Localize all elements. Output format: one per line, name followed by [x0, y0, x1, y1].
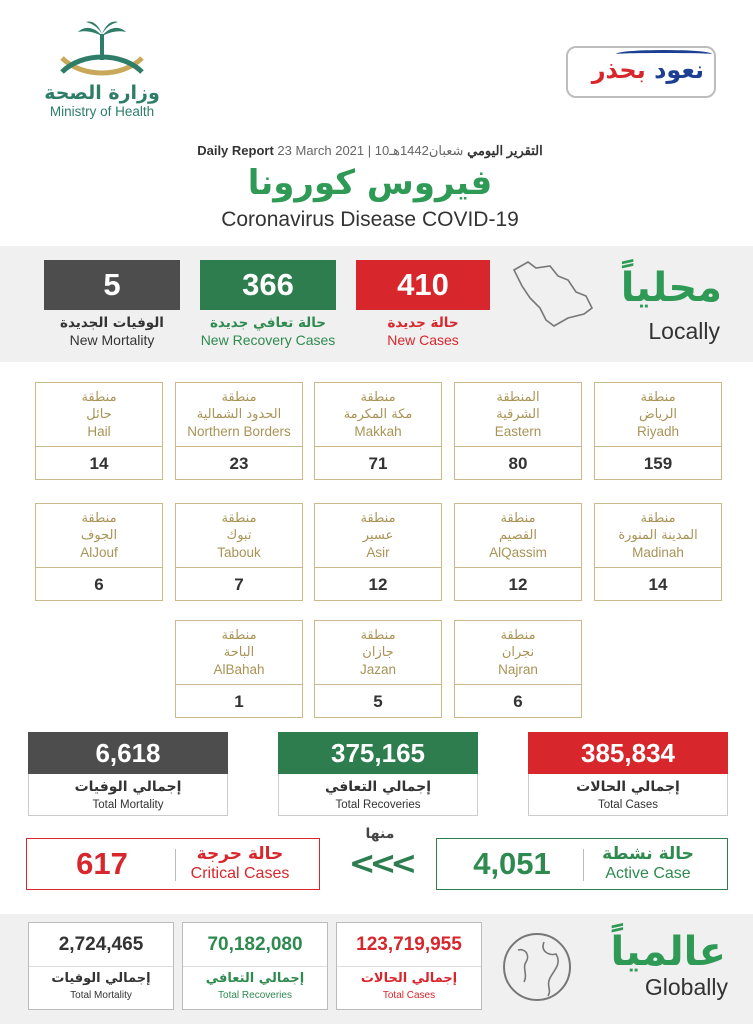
region-name-ar: الباحة: [223, 645, 255, 660]
active-cases-card: [436, 838, 728, 890]
region-header: [176, 383, 302, 447]
global-cases-value: 123,719,955: [337, 923, 481, 967]
active-cases-label-ar: حالة نشطة: [602, 844, 694, 864]
region-name-en: AlJouf: [80, 545, 118, 560]
region-type-label: منطقة: [500, 628, 536, 643]
total-cases-label-ar: إجمالي الحالات: [576, 779, 680, 795]
region-name-en: Northern Borders: [187, 424, 291, 439]
report-line: Daily Report 23 March 2021 | 10شعبان1442هـ التقرير اليومي: [197, 143, 543, 158]
new-cases-label-en: New Cases: [387, 332, 459, 348]
region-header: [315, 621, 441, 685]
region-header: [455, 383, 581, 447]
region-name-en: Najran: [498, 662, 538, 677]
new-recovery-value: 366: [200, 260, 336, 310]
region-name-en: Madinah: [632, 545, 684, 560]
global-mortality-value: 2,724,465: [29, 923, 173, 967]
new-mortality-label-ar: الوفيات الجديدة: [60, 315, 164, 331]
region-name-en: Jazan: [359, 662, 397, 677]
global-mortality-card: [28, 922, 174, 1010]
region-header: [455, 621, 581, 685]
region-type-label: منطقة: [221, 628, 257, 643]
critical-cases-label-en: Critical Cases: [190, 865, 290, 882]
region-card: [454, 503, 582, 601]
region-header: [595, 383, 721, 447]
region-type-label: منطقة: [640, 511, 676, 526]
region-name-ar: الرياض: [638, 407, 678, 422]
region-count: 6: [94, 575, 104, 594]
total-recoveries-card: [278, 732, 478, 816]
region-count: 23: [229, 454, 249, 473]
critical-cases-card: [26, 838, 320, 890]
total-mortality-value: 6,618: [28, 732, 228, 774]
new-cases-value: 410: [356, 260, 490, 310]
region-card: [314, 620, 442, 718]
region-count: 1: [234, 692, 244, 711]
ministry-logo: [36, 20, 168, 128]
locally-label-en: Locally: [648, 318, 720, 344]
region-name-ar: جازان: [362, 645, 394, 660]
region-header: [176, 504, 302, 568]
region-card: [314, 382, 442, 480]
region-name-ar: حائل: [86, 407, 112, 422]
total-recoveries-label-en: Total Recoveries: [335, 799, 421, 811]
total-mortality-label-en: Total Mortality: [92, 799, 164, 811]
region-card: [594, 382, 722, 480]
critical-cases-label-ar: حالة حرجة: [196, 844, 284, 864]
total-cases-card: [528, 732, 728, 816]
region-type-label: منطقة: [360, 390, 396, 405]
new-recovery-label-en: New Recovery Cases: [200, 332, 336, 348]
global-mortality-label-en: Total Mortality: [70, 990, 132, 1001]
region-type-label: منطقة: [360, 511, 396, 526]
globally-label-ar: عالمياً: [610, 929, 726, 975]
total-mortality-label: [28, 774, 228, 816]
region-name-ar: الجوف: [80, 528, 118, 543]
global-cases-label-ar: إجمالي الحالات: [360, 971, 458, 986]
locally-label-ar: محلياً: [620, 265, 722, 311]
global-cases-label-en: Total Cases: [382, 990, 436, 1001]
region-name-en: AlBahah: [213, 662, 265, 677]
new-cases-label-ar: حالة جديدة: [387, 315, 459, 331]
total-cases-label-en: Total Cases: [597, 799, 659, 811]
region-count: 14: [89, 454, 109, 473]
region-name-en: AlQassim: [489, 545, 547, 560]
badge-text: [592, 56, 704, 84]
total-recoveries-label: [278, 774, 478, 816]
palm-swords-icon: [42, 20, 162, 82]
global-recoveries-label-en: Total Recoveries: [218, 990, 292, 1001]
region-type-label: منطقة: [640, 390, 676, 405]
ministry-name-en: Ministry of Health: [49, 104, 155, 119]
new-cases-stat: [356, 260, 490, 348]
region-count: 12: [368, 575, 388, 594]
region-name-en: Asir: [366, 545, 390, 560]
region-name-en: Eastern: [494, 424, 542, 439]
region-card: [454, 382, 582, 480]
region-type-label: منطقة: [221, 511, 257, 526]
global-recoveries-value: 70,182,080: [183, 923, 327, 967]
globally-label-en: Globally: [644, 974, 728, 1000]
region-name-ar: تبوك: [226, 528, 252, 543]
report-date-hijri: 10شعبان1442هـ: [374, 143, 464, 158]
region-header: [36, 504, 162, 568]
new-mortality-value: 5: [44, 260, 180, 310]
region-card: [35, 382, 163, 480]
region-type-label: منطقة: [81, 511, 117, 526]
new-mortality-label-en: New Mortality: [69, 332, 155, 348]
region-name-ar: نجران: [501, 645, 535, 660]
region-count: 7: [234, 575, 244, 594]
saudi-map-icon: [506, 256, 598, 332]
region-card: [314, 503, 442, 601]
report-label-ar: التقرير اليومي: [467, 143, 543, 158]
region-header: [315, 383, 441, 447]
critical-cases-value: 617: [76, 846, 128, 881]
region-count: 5: [373, 692, 383, 711]
global-recoveries-label-ar: إجمالي التعافي: [205, 971, 305, 986]
region-name-en: Hail: [87, 424, 111, 439]
badge-word-1: نعود: [654, 56, 704, 84]
region-name-en: Riyadh: [636, 424, 680, 439]
region-count: 159: [643, 454, 673, 473]
region-name-en: Makkah: [354, 424, 402, 439]
active-cases-label-en: Active Case: [605, 865, 691, 882]
page-title-en: Coronavirus Disease COVID-19: [221, 208, 519, 231]
arrows-icon: <<<: [348, 844, 412, 882]
region-count: 6: [513, 692, 523, 711]
region-name-ar: المدينة المنورة: [618, 528, 698, 543]
region-type-label: المنطقة: [496, 390, 540, 405]
region-name-ar: القصيم: [499, 528, 537, 543]
region-type-label: منطقة: [81, 390, 117, 405]
region-header: [176, 621, 302, 685]
globe-icon: [500, 930, 574, 1004]
new-mortality-stat: [44, 260, 180, 348]
badge-word-2: بحذر: [591, 56, 646, 84]
region-name-ar: عسير: [362, 528, 394, 543]
region-count: 14: [648, 575, 668, 594]
global-recoveries-card: [182, 922, 328, 1010]
region-header: [315, 504, 441, 568]
global-mortality-label-ar: إجمالي الوفيات: [51, 971, 151, 986]
region-type-label: منطقة: [221, 390, 257, 405]
region-type-label: منطقة: [500, 511, 536, 526]
total-mortality-card: [28, 732, 228, 816]
region-name-ar: مكة المكرمة: [343, 407, 413, 422]
region-card: [175, 620, 303, 718]
region-count: 80: [508, 454, 528, 473]
total-recoveries-value: 375,165: [278, 732, 478, 774]
report-date-en: 23 March 2021: [277, 143, 365, 158]
region-count: 71: [368, 454, 388, 473]
region-name-ar: الحدود الشمالية: [196, 407, 282, 422]
report-label-en: Daily Report: [197, 143, 274, 158]
region-header: [36, 383, 162, 447]
page-title-ar: فيروس كورونا: [247, 163, 493, 203]
active-cases-value: 4,051: [473, 846, 551, 881]
total-mortality-label-ar: إجمالي الوفيات: [74, 779, 182, 795]
new-recovery-stat: [200, 260, 336, 348]
region-count: 12: [508, 575, 528, 594]
campaign-badge: [566, 46, 716, 98]
global-cases-card: [336, 922, 482, 1010]
region-card: [454, 620, 582, 718]
total-recoveries-label-ar: إجمالي التعافي: [324, 779, 432, 795]
new-recovery-label-ar: حالة تعافي جديدة: [209, 315, 327, 331]
ministry-name-ar: وزارة الصحة: [44, 82, 160, 104]
region-card: [175, 503, 303, 601]
region-card: [594, 503, 722, 601]
region-card: [175, 382, 303, 480]
region-type-label: منطقة: [360, 628, 396, 643]
region-name-en: Tabouk: [217, 545, 261, 560]
region-name-ar: الشرقية: [496, 407, 540, 422]
region-header: [455, 504, 581, 568]
region-card: [35, 503, 163, 601]
region-header: [595, 504, 721, 568]
total-cases-value: 385,834: [528, 732, 728, 774]
of-which-label: منها: [365, 826, 395, 842]
total-cases-label: [528, 774, 728, 816]
